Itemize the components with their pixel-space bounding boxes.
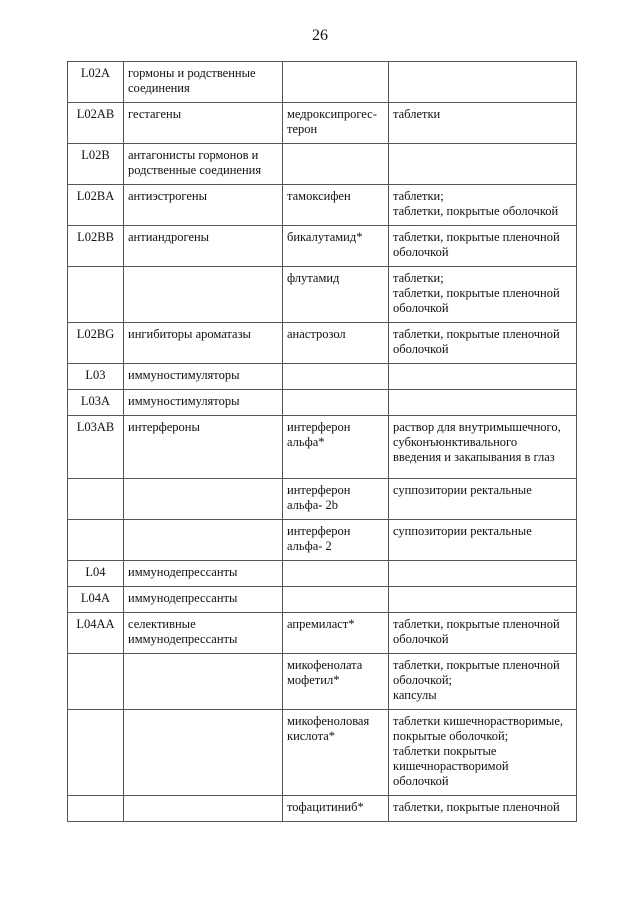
cell-text-line: соединения [128, 81, 190, 95]
cell-text-line: тофацитиниб* [287, 800, 364, 814]
cell-text-line: суппозитории ректальные [393, 524, 532, 538]
dosage-form-cell [389, 654, 577, 710]
drug-name-cell [283, 62, 389, 103]
cell-text-line: апремиласт* [287, 617, 355, 631]
cell-text-line: таблетки, покрытые пленочной [393, 617, 560, 631]
cell-text-line: оболочкой [393, 301, 449, 315]
cell-text-line: иммунодепрессанты [128, 565, 238, 579]
cell-text-line: альфа- 2 [287, 539, 332, 553]
table-row [68, 62, 577, 103]
cell-text-line: капсулы [393, 688, 437, 702]
cell-text-line: мофетил* [287, 673, 340, 687]
cell-text-line: микофеноловая [287, 714, 370, 728]
cell-text-line: оболочкой [393, 774, 449, 788]
drug-name-cell [283, 416, 389, 479]
dosage-form-cell [389, 364, 577, 390]
dosage-form-cell [389, 323, 577, 364]
cell-text-line: терон [287, 122, 318, 136]
cell-text-line: таблетки; [393, 189, 444, 203]
page-number: 26 [312, 27, 328, 44]
cell-text-line: раствор для внутримышечного, [393, 420, 561, 434]
cell-text-line: оболочкой; [393, 673, 452, 687]
atc-code-cell: L03 [68, 364, 124, 390]
cell-text-line: иммуностимуляторы [128, 368, 240, 382]
table-row [68, 103, 577, 144]
drug-name-cell [283, 613, 389, 654]
dosage-form-cell [389, 479, 577, 520]
atc-code-cell: L03A [68, 390, 124, 416]
dosage-form-cell [389, 62, 577, 103]
drug-name-cell [283, 144, 389, 185]
group-name-cell [124, 654, 283, 710]
atc-code-cell: L02AB [68, 103, 124, 144]
cell-text-line: флутамид [287, 271, 340, 285]
table-row [68, 520, 577, 561]
group-name-cell [124, 520, 283, 561]
drug-name-cell [283, 796, 389, 822]
group-name-cell [124, 323, 283, 364]
group-name-cell [124, 185, 283, 226]
atc-code-cell [68, 479, 124, 520]
drug-name-cell [283, 520, 389, 561]
cell-text-line: таблетки, покрытые пленочной [393, 658, 560, 672]
table-row [68, 587, 577, 613]
atc-code-cell: L04AA [68, 613, 124, 654]
drug-name-cell [283, 267, 389, 323]
cell-text-line: таблетки покрытые [393, 744, 497, 758]
table-row [68, 479, 577, 520]
atc-code-cell: L02BB [68, 226, 124, 267]
atc-code-cell: L02A [68, 62, 124, 103]
group-name-cell [124, 416, 283, 479]
table-row [68, 710, 577, 796]
dosage-form-cell [389, 103, 577, 144]
drug-name-cell [283, 226, 389, 267]
dosage-form-cell [389, 226, 577, 267]
dosage-form-cell [389, 185, 577, 226]
cell-text-line: покрытые оболочкой; [393, 729, 509, 743]
dosage-form-cell [389, 390, 577, 416]
table-row [68, 416, 577, 479]
table-row [68, 561, 577, 587]
atc-code-cell: L03AB [68, 416, 124, 479]
atc-code-cell: L04 [68, 561, 124, 587]
dosage-form-cell [389, 144, 577, 185]
atc-code-cell: L02BG [68, 323, 124, 364]
cell-text-line: интерфероны [128, 420, 200, 434]
cell-text-line: таблетки [393, 107, 441, 121]
cell-text-line: введения и закапывания в глаз [393, 450, 555, 464]
table-row [68, 364, 577, 390]
cell-text-line: иммунодепрессанты [128, 632, 238, 646]
drug-name-cell [283, 103, 389, 144]
group-name-cell [124, 267, 283, 323]
cell-text-line: интерферон [287, 483, 351, 497]
atc-code-cell [68, 520, 124, 561]
table-row [68, 390, 577, 416]
cell-text-line: субконъюнктивального [393, 435, 518, 449]
cell-text-line: иммунодепрессанты [128, 591, 238, 605]
drug-name-cell [283, 654, 389, 710]
dosage-form-cell [389, 613, 577, 654]
drug-table [67, 61, 577, 822]
drug-name-cell [283, 364, 389, 390]
group-name-cell [124, 710, 283, 796]
dosage-form-cell [389, 520, 577, 561]
cell-text-line: альфа- 2b [287, 498, 339, 512]
group-name-cell [124, 613, 283, 654]
cell-text-line: анастрозол [287, 327, 346, 341]
cell-text-line: родственные соединения [128, 163, 262, 177]
table-row [68, 226, 577, 267]
atc-code-cell [68, 267, 124, 323]
table-row [68, 796, 577, 822]
dosage-form-cell [389, 267, 577, 323]
cell-text-line: оболочкой [393, 632, 449, 646]
cell-text-line: микофенолата [287, 658, 363, 672]
cell-text-line: бикалутамид* [287, 230, 363, 244]
cell-text-line: медроксипрогес- [287, 107, 377, 121]
dosage-form-cell [389, 710, 577, 796]
table-row [68, 613, 577, 654]
dosage-form-cell [389, 587, 577, 613]
drug-name-cell [283, 587, 389, 613]
cell-text-line: кислота* [287, 729, 336, 743]
dosage-form-cell [389, 561, 577, 587]
group-name-cell [124, 62, 283, 103]
table-row [68, 323, 577, 364]
atc-code-cell [68, 710, 124, 796]
cell-text-line: таблетки, покрытые оболочкой [393, 204, 559, 218]
cell-text-line: оболочкой [393, 342, 449, 356]
cell-text-line: интерферон [287, 524, 351, 538]
cell-text-line: таблетки, покрытые пленочной [393, 286, 560, 300]
group-name-cell [124, 390, 283, 416]
group-name-cell [124, 796, 283, 822]
table-body [68, 62, 577, 822]
group-name-cell [124, 103, 283, 144]
group-name-cell [124, 587, 283, 613]
group-name-cell [124, 364, 283, 390]
drug-name-cell [283, 323, 389, 364]
cell-text-line: тамоксифен [287, 189, 351, 203]
cell-text-line: антиэстрогены [128, 189, 208, 203]
table-row [68, 185, 577, 226]
table-row [68, 144, 577, 185]
cell-text-line: кишечнорастворимой [393, 759, 509, 773]
dosage-form-cell [389, 796, 577, 822]
cell-text-line: таблетки, покрытые пленочной [393, 327, 560, 341]
cell-text-line: таблетки кишечнорастворимые, [393, 714, 563, 728]
table-row [68, 654, 577, 710]
atc-code-cell [68, 796, 124, 822]
group-name-cell [124, 561, 283, 587]
cell-text-line: таблетки, покрытые пленочной [393, 230, 560, 244]
atc-code-cell: L04A [68, 587, 124, 613]
cell-text-line: таблетки, покрытые пленочной [393, 800, 560, 814]
cell-text-line: суппозитории ректальные [393, 483, 532, 497]
atc-code-cell: L02B [68, 144, 124, 185]
drug-name-cell [283, 710, 389, 796]
atc-code-cell: L02BA [68, 185, 124, 226]
drug-name-cell [283, 390, 389, 416]
cell-text-line: иммуностимуляторы [128, 394, 240, 408]
cell-text-line: интерферон [287, 420, 351, 434]
cell-text-line: селективные [128, 617, 196, 631]
drug-name-cell [283, 479, 389, 520]
drug-name-cell [283, 185, 389, 226]
cell-text-line: альфа* [287, 435, 325, 449]
group-name-cell [124, 226, 283, 267]
cell-text-line: антагонисты гормонов и [128, 148, 259, 162]
cell-text-line: гормоны и родственные [128, 66, 256, 80]
cell-text-line: гестагены [128, 107, 182, 121]
dosage-form-cell [389, 416, 577, 479]
drug-name-cell [283, 561, 389, 587]
cell-text-line: ингибиторы ароматазы [128, 327, 251, 341]
cell-text-line: антиандрогены [128, 230, 210, 244]
table-row [68, 267, 577, 323]
cell-text-line: таблетки; [393, 271, 444, 285]
group-name-cell [124, 144, 283, 185]
cell-text-line: оболочкой [393, 245, 449, 259]
group-name-cell [124, 479, 283, 520]
atc-code-cell [68, 654, 124, 710]
